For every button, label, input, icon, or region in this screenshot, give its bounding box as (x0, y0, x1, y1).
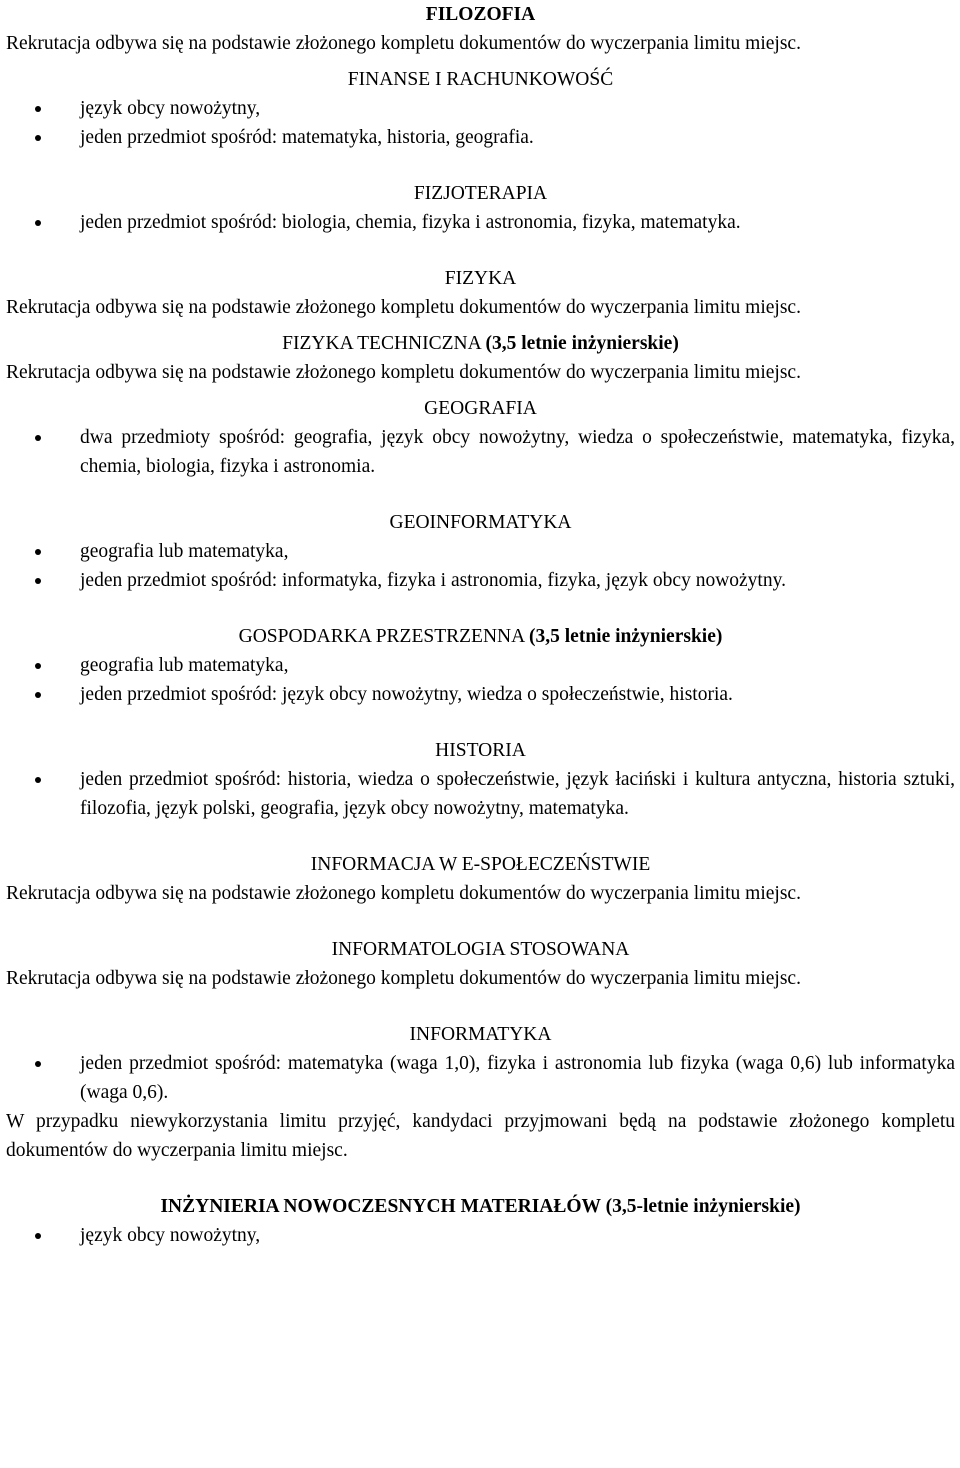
list-item: jeden przedmiot spośród: matematyka, historia, geografia. (6, 123, 955, 152)
section-title: FINANSE I RACHUNKOWOŚĆ (347, 69, 614, 90)
section-text: Rekrutacja odbywa się na podstawie złożonego kompletu dokumentów do wyczerpania limitu miejsc. (6, 968, 801, 989)
section-informacja-w-e-spoleczenstwie (6, 850, 955, 908)
requirements-list (6, 1221, 955, 1250)
section-geografia (6, 394, 955, 481)
section-title: INFORMACJA W E-SPOŁECZEŃSTWIE (310, 854, 651, 875)
section-note: W przypadku niewykorzystania limitu przyjęć, kandydaci przyjmowani będą na podstawie złożonego kompletu dokumentów do wyczerpania limitu miejsc. (6, 1111, 955, 1161)
section-informatologia-stosowana (6, 935, 955, 993)
list-item: język obcy nowożytny, (6, 1221, 955, 1250)
list-item: jeden przedmiot spośród: historia, wiedza o społeczeństwie, język łaciński i kultura antyczna, historia sztuki, filozofia, język polski, geografia, język obcy nowożytny, matematyka. (6, 765, 955, 823)
requirements-list (6, 651, 955, 709)
section-geoinformatyka (6, 508, 955, 595)
requirements-list (6, 208, 955, 237)
section-title: INFORMATOLOGIA STOSOWANA (331, 939, 630, 960)
list-item: geografia lub matematyka, (6, 537, 955, 566)
section-title: INFORMATYKA (409, 1024, 552, 1045)
list-item: jeden przedmiot spośród: biologia, chemia, fizyka i astronomia, fizyka, matematyka. (6, 208, 955, 237)
section-title: INŻYNIERIA NOWOCZESNYCH MATERIAŁÓW (3,5-letnie inżynierskie) (160, 1196, 801, 1217)
section-title: FILOZOFIA (425, 4, 536, 25)
requirements-list (6, 1049, 955, 1107)
requirements-list (6, 423, 955, 481)
section-inzynieria-nowoczesnych-materialow (6, 1192, 955, 1250)
section-text: Rekrutacja odbywa się na podstawie złożonego kompletu dokumentów do wyczerpania limitu miejsc. (6, 33, 801, 54)
requirements-list (6, 537, 955, 595)
section-title: HISTORIA (435, 740, 526, 761)
section-title: FIZJOTERAPIA (413, 183, 548, 204)
list-item: jeden przedmiot spośród: matematyka (waga 1,0), fizyka i astronomia lub fizyka (waga 0,6) lub informatyka (waga 0,6). (6, 1049, 955, 1107)
section-text: Rekrutacja odbywa się na podstawie złożonego kompletu dokumentów do wyczerpania limitu miejsc. (6, 883, 801, 904)
section-fizjoterapia (6, 179, 955, 237)
list-item: jeden przedmiot spośród: język obcy nowożytny, wiedza o społeczeństwie, historia. (6, 680, 955, 709)
section-title: GEOGRAFIA (424, 398, 537, 419)
list-item: język obcy nowożytny, (6, 94, 955, 123)
section-title: GEOINFORMATYKA (389, 512, 572, 533)
list-item: dwa przedmioty spośród: geografia, język obcy nowożytny, wiedza o społeczeństwie, matematyka, fizyka, chemia, biologia, fizyka i astronomia. (6, 423, 955, 481)
section-title: GOSPODARKA PRZESTRZENNA (3,5 letnie inżynierskie) (238, 626, 723, 647)
section-text: Rekrutacja odbywa się na podstawie złożonego kompletu dokumentów do wyczerpania limitu miejsc. (6, 297, 801, 318)
section-finanse (6, 65, 955, 152)
section-title: FIZYKA TECHNICZNA (3,5 letnie inżynierskie) (282, 333, 679, 354)
section-fizyka (6, 264, 955, 322)
requirements-list (6, 94, 955, 152)
list-item: jeden przedmiot spośród: informatyka, fizyka i astronomia, fizyka, język obcy nowożytny. (6, 566, 955, 595)
section-fizyka-techniczna (6, 329, 955, 387)
requirements-list (6, 765, 955, 823)
section-historia (6, 736, 955, 823)
list-item: geografia lub matematyka, (6, 651, 955, 680)
section-title: FIZYKA (444, 268, 517, 289)
section-informatyka (6, 1020, 955, 1165)
section-gospodarka-przestrzenna (6, 622, 955, 709)
section-text: Rekrutacja odbywa się na podstawie złożonego kompletu dokumentów do wyczerpania limitu miejsc. (6, 362, 801, 383)
section-filozofia (6, 0, 955, 58)
